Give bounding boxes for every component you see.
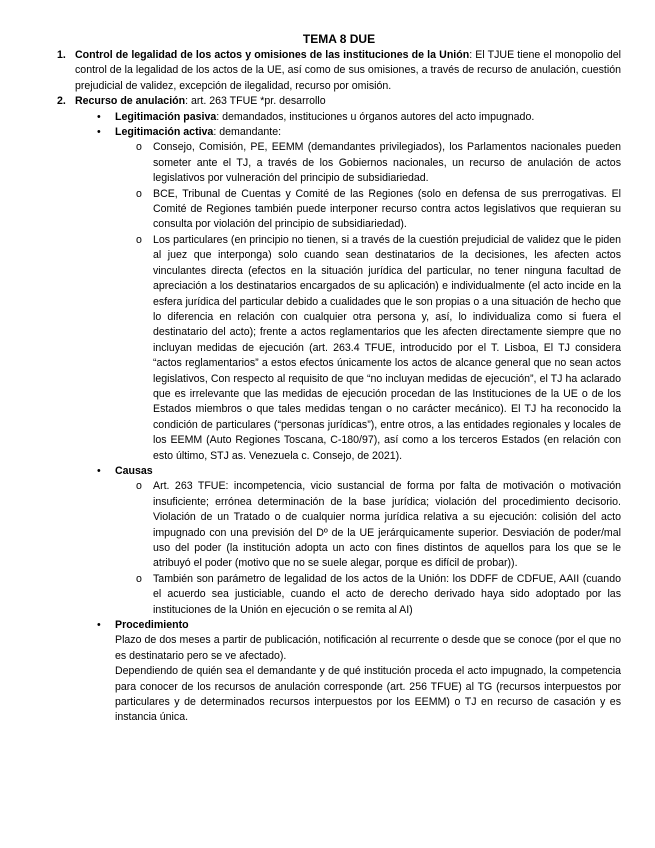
circle-bullet-icon: o: [136, 480, 142, 493]
subitem-causas-1: [57, 479, 621, 571]
subitem-legit-activa-3: [57, 233, 621, 464]
bullet-heading: Legitimación activa: [115, 126, 214, 139]
item-text: : El TJUE tiene el monopolio del control de la legalidad de los actos de la UE, así como de sus omisiones, a través de recurso de anulación, cuestión prejudicial de validez, excepción de ilegalidad, recurso por omisión.: [75, 49, 621, 92]
circle-bullet-icon: o: [136, 141, 142, 154]
bullet-causas: [57, 464, 621, 479]
procedimiento-paragraph-1: Plazo de dos meses a partir de publicación, notificación al recurrente o desde que se conoce (por el que no es destinatario pero se ve afectado).: [115, 634, 621, 662]
bullet-icon: •: [97, 126, 101, 139]
bullet-heading: Legitimación pasiva: [115, 110, 217, 123]
bullet-heading: Procedimiento: [115, 619, 189, 632]
subitem-text: BCE, Tribunal de Cuentas y Comité de las Regiones (solo en defensa de sus prerrogativas. El Comité de Regiones también puede interponer recurso contra actos legislativos que requieran su consulta por violación del principio de subsidiariedad).: [153, 187, 621, 231]
bullet-icon: •: [97, 619, 101, 632]
item-number: 1.: [57, 49, 66, 61]
subitem-text: También son parámetro de legalidad de los actos de la Unión: los DDFF de CDFUE, AAII (cuando el acuerdo sea justiciable, cuando el acto de derecho derivado haya sido adoptado por las instituciones de la Unión en ejecución o se remita al AI): [153, 572, 621, 616]
subitem-text: Los particulares (en principio no tienen, si a través de la cuestión prejudicial de validez que le piden al juez que interponga) solo cuando sean destinatarios de la decisiones, les afecten actos vinculantes directa (efectos en la situación jurídica del particular, no tener ninguna facultad de apreciación a los destinatarios encargados de su aplicación) e individualmente (el acto incide en la esfera jurídica del particular debido a cualidades que le son propias o a una situación de hecho que lo diferencia en relación con cualquier otra persona y, así, lo individualiza como si fuera el destinatario del acto); frente a actos reglamentarios que les afecten directamente siempre que no incluyan medidas de ejecución (art. 263.4 TFUE, introducido por el T. Lisboa, El TJ considera “actos reglamentarios” a estos efectos únicamente los actos de alcance general que no sean actos legislativos, Con respecto al requisito de que “no incluyan medidas de ejecución”, el TJ ha aclarado que es irrelevante que las medidas de ejecución procedan de las Instituciones de la UE o de los Estados miembros o que tales medidas tengan o no carácter mecánico). El TJ ha reconocido la condición de particulares (“personas jurídicas”), entre otros, a las entidades regionales y locales de los EEMM (Auto Regiones Toscana, C-180/97), así como a los terceros Estados (en relación con esto último, STJ as. Venezuela c. Consejo, de 2021).: [153, 233, 621, 462]
item-text: : art. 263 TFUE *pr. desarrollo: [185, 95, 326, 108]
numbered-item-2: [57, 94, 621, 109]
bullet-text: : demandados, instituciones u órganos autores del acto impugnado.: [216, 110, 535, 123]
document-page: [57, 31, 621, 726]
bullet-icon: •: [97, 464, 101, 477]
item-heading: Control de legalidad de los actos y omisiones de las instituciones de la Unión: [75, 49, 470, 61]
procedimiento-paragraph-2: Dependiendo de quién sea el demandante y de qué institución proceda el acto impugnado, la competencia para conocer de los recursos de anulación corresponde (art. 256 TFUE) al TG (recursos interpuestos por particulares y de determinados recursos interpuestos por los EEMM) o TJ en recurso de casación y es instancia única.: [115, 665, 621, 724]
bullet-icon: •: [97, 110, 101, 123]
circle-bullet-icon: o: [136, 233, 142, 246]
subitem-text: Consejo, Comisión, PE, EEMM (demandantes privilegiados), los Parlamentos nacionales pueden someter ante el TJ, a través de los Gobiernos nacionales, un recurso de anulación de actos legislativos por vulneración del principio de subsidiariedad.: [153, 141, 621, 185]
numbered-item-1: [57, 48, 621, 94]
subitem-text: Art. 263 TFUE: incompetencia, vicio sustancial de forma por falta de motivación o motivación insuficiente; errónea determinación de la base jurídica; violación del procedimiento decisorio. Violación de un Tratado o de cualquier norma jurídica relativa a su ejecución: colisión del acto impugnado con una previsión del Dº de la UE jerárquicamente superior. Desviación de poder/mal uso del poder (la institución adopta un acto con fines distintos de aquellos para los que se le atribuyó el poder (motivo que no se suele alegar, porque es difícil de probar)).: [153, 480, 621, 570]
bullet-text: : demandante:: [213, 126, 282, 139]
bullet-procedimiento: [57, 618, 621, 633]
bullet-legitimacion-pasiva: [57, 110, 621, 125]
document-title: TEMA 8 DUE: [302, 32, 376, 46]
subitem-causas-2: [57, 572, 621, 618]
circle-bullet-icon: o: [136, 572, 142, 585]
subitem-legit-activa-2: [57, 187, 621, 233]
bullet-legitimacion-activa: [57, 125, 621, 140]
subitem-legit-activa-1: [57, 140, 621, 186]
circle-bullet-icon: o: [136, 187, 142, 200]
item-heading: Recurso de anulación: [75, 95, 186, 108]
item-number: 2.: [57, 95, 66, 108]
bullet-heading: Causas: [115, 464, 153, 477]
